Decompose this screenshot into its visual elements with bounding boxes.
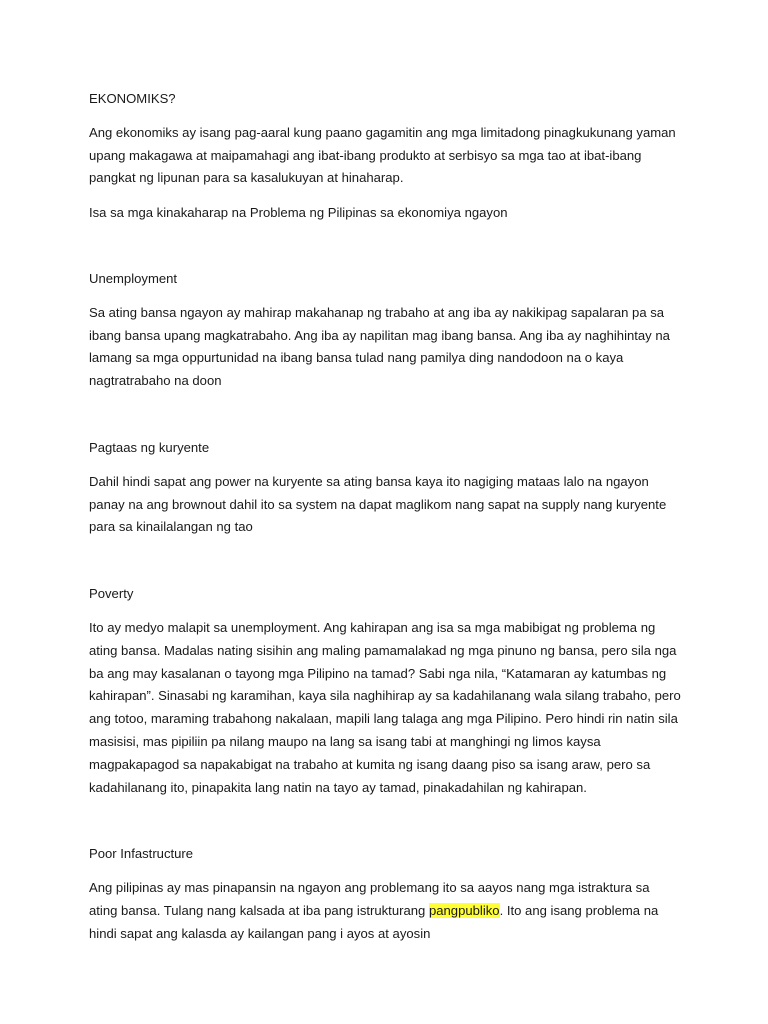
body-text-before-highlight: Ang pilipinas ay mas pinapansin na ngayon ang problemang ito sa aayos nang mga istraktura sa ating bansa. Tulang nang kalsada at iba pang istrukturang: [89, 880, 650, 918]
section-body-poor-infrastructure: [89, 877, 681, 945]
section-body-pagtaas-ng-kuryente: Dahil hindi sapat ang power na kuryente sa ating bansa kaya ito nagiging mataas lalo na ngayon panay na ang brownout dahil ito sa system na dapat maglikom nang sapat na supply nang kuryente para sa kinailalangan ng tao: [89, 473, 667, 535]
section-heading-pagtaas-ng-kuryente: Pagtaas ng kuryente: [89, 439, 210, 455]
section-heading-poor-infrastructure: Poor Infastructure: [89, 846, 194, 862]
section-heading-poverty: Poverty: [89, 586, 134, 602]
document-page: [89, 88, 681, 946]
section-body-poverty: Ito ay medyo malapit sa unemployment. Ang kahirapan ang isa sa mga mabibigat ng problema ng ating bansa. Madalas nating sisihin ang maling pamamalakad ng mga pinuno ng bansa, pero sila nga ba ang may kasalanan o tayong mga Pilipino na tamad? Sabi nga nila, “Katamaran ay katumbas ng kahirapan”. Sinasabi ng karamihan, kaya sila naghihirap ay sa kadahilanang wala silang trabaho, pero ang totoo, maraming trabahong nakalaan, mapili lang talaga ang mga Pilipino. Pero hindi rin natin sila masisisi, mas pipiliin pa nilang maupo na lang sa isang tabi at manghingi ng limos kaysa magpakapagod sa napakabigat na trabaho at kumita ng isang daang piso sa isang araw, pero sa kadahilanang ito, pinapakita lang natin na tayo ay tamad, pinakadahilan ng kahirapan.: [89, 619, 681, 795]
problem-intro-paragraph: Isa sa mga kinakaharap na Problema ng Pilipinas sa ekonomiya ngayon: [89, 205, 508, 221]
intro-paragraph: Ang ekonomiks ay isang pag-aaral kung paano gagamitin ang mga limitadong pinagkukunang yaman upang makagawa at maipamahagi ang ibat-ibang produkto at serbisyo sa mga tao at ibat-ibang pangkat ng lipunan para sa kasalukuyan at hinaharap.: [89, 124, 676, 186]
section-body-unemployment: Sa ating bansa ngayon ay mahirap makahanap ng trabaho at ang iba ay nakikipag sapalaran pa sa ibang bansa upang magkatrabaho. Ang iba ay napilitan mag ibang bansa. Ang iba ay naghihintay na lamang sa mga oppurtunidad na ibang bansa tulad nang pamilya ding nandodoon na o kaya nagtratrabaho na doon: [89, 304, 670, 389]
document-title: EKONOMIKS?: [89, 91, 176, 106]
body-text-after-highlight: . Ito ang isang problema na hindi sapat ang kalasda ay kailangan pang i ayos at ayosin: [89, 902, 659, 941]
highlighted-word: pangpubliko: [428, 902, 500, 918]
section-heading-unemployment: Unemployment: [89, 270, 178, 286]
